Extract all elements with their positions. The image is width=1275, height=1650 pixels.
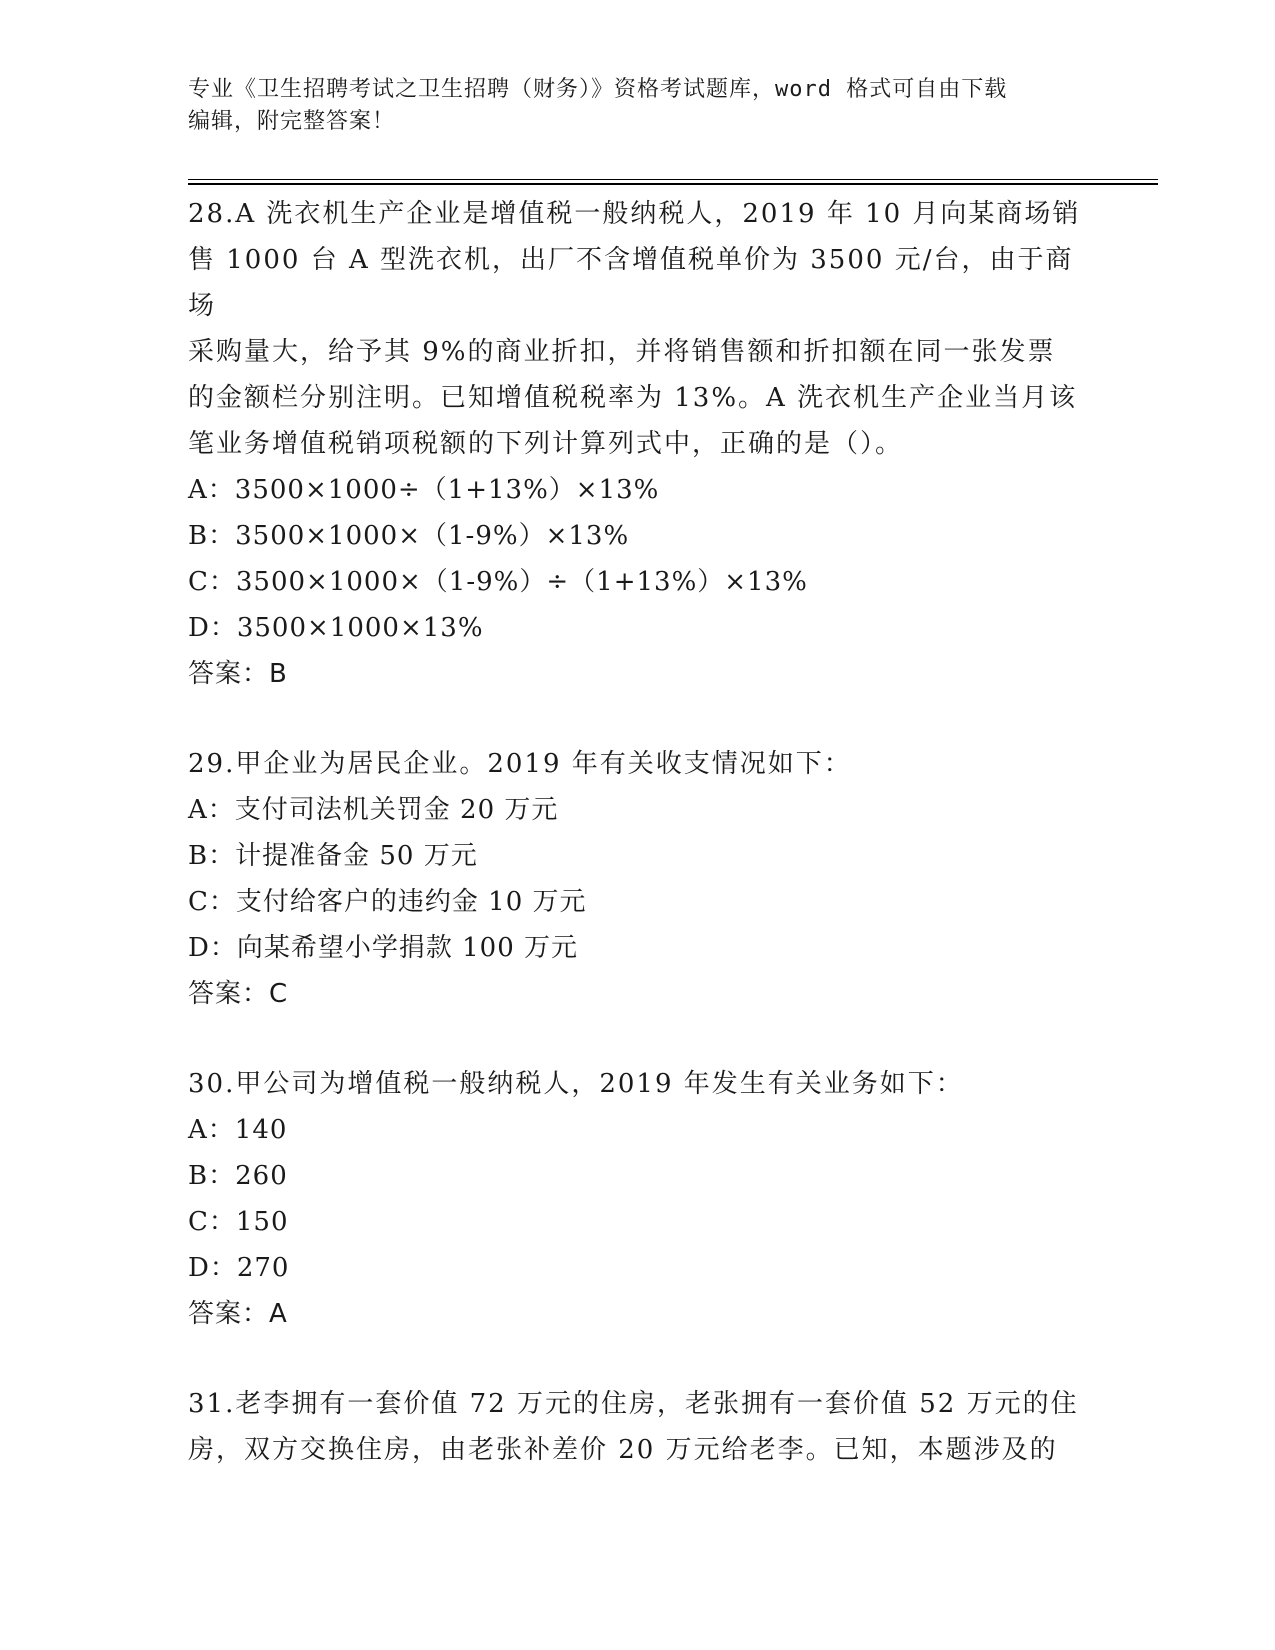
header-line-2: 编辑，附完整答案！ bbox=[188, 109, 396, 134]
question-text-line: 30.甲公司为增值税一般纳税人，2019 年发生有关业务如下： bbox=[188, 1069, 964, 1099]
question-text-line: 采购量大，给予其 9%的商业折扣，并将销售额和折扣额在同一张发票 bbox=[188, 337, 1056, 367]
answer-line: 答案：B bbox=[188, 659, 288, 689]
question-text-line: 笔业务增值税销项税额的下列计算列式中，正确的是（）。 bbox=[188, 429, 904, 459]
option-a: A：支付司法机关罚金 20 万元 bbox=[188, 795, 559, 825]
question-28 bbox=[188, 191, 1088, 697]
answer-line: 答案：C bbox=[188, 979, 289, 1009]
question-text-line: 31.老李拥有一套价值 72 万元的住房，老张拥有一套价值 52 万元的住 bbox=[188, 1389, 1079, 1419]
option-a: A：3500×1000÷（1+13%）×13% bbox=[188, 475, 660, 505]
option-d: D：3500×1000×13% bbox=[188, 613, 484, 643]
question-text-line: 售 1000 台 A 型洗衣机，出厂不含增值税单价为 3500 元/台，由于商场 bbox=[188, 245, 1074, 321]
question-text bbox=[188, 1381, 1088, 1473]
document-header bbox=[188, 74, 1068, 138]
question-text bbox=[188, 1061, 1088, 1107]
option-c: C：3500×1000×（1-9%）÷（1+13%）×13% bbox=[188, 567, 808, 597]
question-29 bbox=[188, 741, 1088, 1017]
option-c: C：150 bbox=[188, 1207, 289, 1237]
question-text-line: 的金额栏分别注明。已知增值税税率为 13%。A 洗衣机生产企业当月该 bbox=[188, 383, 1078, 413]
question-text bbox=[188, 741, 1088, 787]
question-text-line: 28.A 洗衣机生产企业是增值税一般纳税人，2019 年 10 月向某商场销 bbox=[188, 199, 1081, 229]
option-c: C：支付给客户的违约金 10 万元 bbox=[188, 887, 587, 917]
answer-line: 答案：A bbox=[188, 1299, 288, 1329]
header-line-1: 专业《卫生招聘考试之卫生招聘（财务）》资格考试题库，word 格式可自由下载 bbox=[188, 77, 1008, 102]
question-text-line: 29.甲企业为居民企业。2019 年有关收支情况如下： bbox=[188, 749, 852, 779]
option-b: B：3500×1000×（1-9%）×13% bbox=[188, 521, 630, 551]
question-30 bbox=[188, 1061, 1088, 1337]
option-b: B：计提准备金 50 万元 bbox=[188, 841, 478, 871]
question-list bbox=[188, 191, 1088, 1517]
header-divider-thick bbox=[188, 183, 1158, 185]
question-31 bbox=[188, 1381, 1088, 1473]
option-d: D：向某希望小学捐款 100 万元 bbox=[188, 933, 579, 963]
option-b: B：260 bbox=[188, 1161, 288, 1191]
header-divider-thin bbox=[188, 179, 1158, 180]
question-text bbox=[188, 191, 1088, 467]
option-a: A：140 bbox=[188, 1115, 288, 1145]
question-text-line: 房，双方交换住房，由老张补差价 20 万元给老李。已知，本题涉及的 bbox=[188, 1435, 1058, 1465]
option-d: D：270 bbox=[188, 1253, 290, 1283]
